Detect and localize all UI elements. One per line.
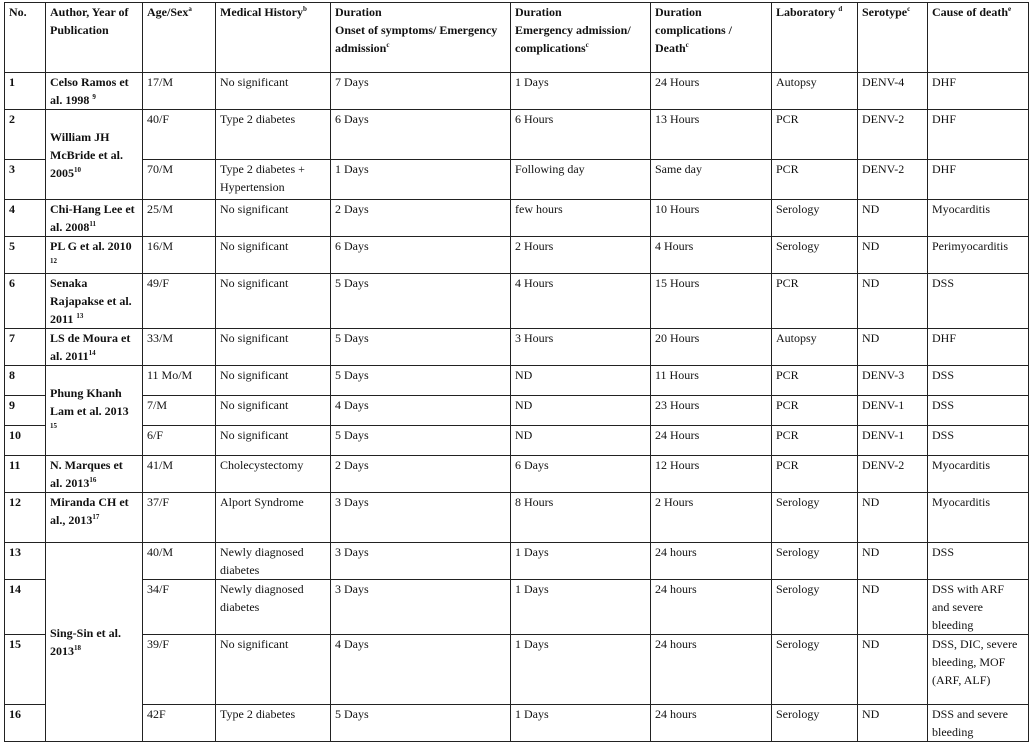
header-cause-of-death: Cause of death$^e$ — [928, 3, 1029, 73]
cell-age-sex: 49/F — [143, 274, 216, 329]
cell-age-sex: 7/M — [143, 396, 216, 426]
header-row — [5, 3, 1029, 73]
table-row — [5, 493, 1029, 543]
cell-serotype: ND — [858, 274, 928, 329]
cell-author: Miranda CH et al., 2013$^{17}$ — [46, 493, 143, 543]
cell-serotype: ND — [858, 237, 928, 274]
cell-cause: DSS with ARF and severe bleeding — [928, 580, 1029, 635]
cell-duration-death: 23 Hours — [651, 396, 772, 426]
cell-duration-admission: ND — [511, 426, 651, 456]
cell-author: William JH McBride et al. 2005$^{10}$ — [46, 110, 143, 200]
cell-laboratory: PCR — [772, 456, 858, 493]
cell-duration-onset: 4 Days — [331, 396, 511, 426]
cell-no: 16 — [5, 705, 46, 742]
cell-age-sex: 41/M — [143, 456, 216, 493]
cell-medical-history: No significant — [216, 73, 331, 110]
cell-laboratory: Serology — [772, 543, 858, 580]
cell-laboratory: PCR — [772, 110, 858, 160]
cell-age-sex: 16/M — [143, 237, 216, 274]
cell-no: 4 — [5, 200, 46, 237]
cell-no: 8 — [5, 366, 46, 396]
cell-duration-admission: few hours — [511, 200, 651, 237]
cell-medical-history: Cholecystectomy — [216, 456, 331, 493]
cell-cause: Perimyocarditis — [928, 237, 1029, 274]
header-no: No. — [5, 3, 46, 73]
cell-laboratory: PCR — [772, 160, 858, 200]
cell-cause: DSS and severe bleeding — [928, 705, 1029, 742]
cell-no: 14 — [5, 580, 46, 635]
cell-age-sex: 11 Mo/M — [143, 366, 216, 396]
cell-cause: DSS — [928, 366, 1029, 396]
cell-duration-onset: 2 Days — [331, 456, 511, 493]
cell-duration-admission: 1 Days — [511, 543, 651, 580]
cell-cause: DSS — [928, 426, 1029, 456]
cell-duration-death: 20 Hours — [651, 329, 772, 366]
cell-age-sex: 25/M — [143, 200, 216, 237]
table-row — [5, 543, 1029, 580]
cell-no: 1 — [5, 73, 46, 110]
cell-medical-history: Newly diagnosed diabetes — [216, 543, 331, 580]
cell-laboratory: PCR — [772, 274, 858, 329]
cell-no: 10 — [5, 426, 46, 456]
cell-age-sex: 42F — [143, 705, 216, 742]
cell-duration-death: 15 Hours — [651, 274, 772, 329]
cell-medical-history: Type 2 diabetes — [216, 705, 331, 742]
cell-duration-death: 24 hours — [651, 543, 772, 580]
cell-author: Chi-Hang Lee et al. 2008$^{11}$ — [46, 200, 143, 237]
cell-duration-onset: 5 Days — [331, 705, 511, 742]
cell-duration-admission: 8 Hours — [511, 493, 651, 543]
cell-author: LS de Moura et al. 2011$^{14}$ — [46, 329, 143, 366]
cell-duration-onset: 3 Days — [331, 493, 511, 543]
cell-serotype: DENV-3 — [858, 366, 928, 396]
cell-laboratory: PCR — [772, 366, 858, 396]
cell-no: 3 — [5, 160, 46, 200]
cell-duration-admission: 1 Days — [511, 705, 651, 742]
cell-duration-admission: ND — [511, 396, 651, 426]
table-row — [5, 237, 1029, 274]
cell-age-sex: 40/M — [143, 543, 216, 580]
cell-duration-admission: 3 Hours — [511, 329, 651, 366]
cell-age-sex: 34/F — [143, 580, 216, 635]
header-age-sex: Age/Sex$^a$ — [143, 3, 216, 73]
cell-no: 7 — [5, 329, 46, 366]
cell-medical-history: Type 2 diabetes + Hypertension — [216, 160, 331, 200]
cell-author: Sing-Sin et al. 2013$^{18}$ — [46, 543, 143, 742]
cell-author: Senaka Rajapakse et al. 2011 $^{13}$ — [46, 274, 143, 329]
header-laboratory: Laboratory $^d$ — [772, 3, 858, 73]
cell-duration-admission: 2 Hours — [511, 237, 651, 274]
cell-duration-admission: 1 Days — [511, 635, 651, 705]
cell-duration-admission: Following day — [511, 160, 651, 200]
cell-duration-onset: 6 Days — [331, 237, 511, 274]
cell-duration-death: 13 Hours — [651, 110, 772, 160]
table-row — [5, 456, 1029, 493]
cell-serotype: ND — [858, 329, 928, 366]
cell-duration-onset: 7 Days — [331, 73, 511, 110]
cell-duration-death: 11 Hours — [651, 366, 772, 396]
cell-duration-death: 2 Hours — [651, 493, 772, 543]
cell-age-sex: 70/M — [143, 160, 216, 200]
cell-medical-history: Alport Syndrome — [216, 493, 331, 543]
case-table — [4, 2, 1029, 742]
cell-duration-admission: 1 Days — [511, 73, 651, 110]
cell-serotype: ND — [858, 705, 928, 742]
cell-duration-onset: 5 Days — [331, 274, 511, 329]
cell-medical-history: Newly diagnosed diabetes — [216, 580, 331, 635]
cell-serotype: DENV-1 — [858, 396, 928, 426]
cell-cause: DHF — [928, 110, 1029, 160]
header-duration-admission: Duration Emergency admission/ complications$^c$ — [511, 3, 651, 73]
cell-cause: DSS — [928, 396, 1029, 426]
header-duration-death: Duration complications / Death$^c$ — [651, 3, 772, 73]
cell-duration-admission: 1 Days — [511, 580, 651, 635]
cell-duration-death: 24 hours — [651, 705, 772, 742]
cell-duration-death: 24 Hours — [651, 426, 772, 456]
header-medical-history: Medical History$^b$ — [216, 3, 331, 73]
cell-age-sex: 40/F — [143, 110, 216, 160]
cell-author: N. Marques et al. 2013$^{16}$ — [46, 456, 143, 493]
cell-laboratory: Autopsy — [772, 329, 858, 366]
table-row — [5, 705, 1029, 742]
cell-medical-history: No significant — [216, 274, 331, 329]
cell-cause: Myocarditis — [928, 493, 1029, 543]
cell-cause: DSS — [928, 543, 1029, 580]
cell-laboratory: PCR — [772, 426, 858, 456]
header-duration-onset: Duration Onset of symptoms/ Emergency admission$^c$ — [331, 3, 511, 73]
cell-duration-death: 4 Hours — [651, 237, 772, 274]
cell-duration-admission: 4 Hours — [511, 274, 651, 329]
cell-duration-death: 12 Hours — [651, 456, 772, 493]
cell-duration-death: 24 Hours — [651, 73, 772, 110]
cell-no: 11 — [5, 456, 46, 493]
table-row — [5, 110, 1029, 160]
cell-medical-history: No significant — [216, 366, 331, 396]
cell-serotype: ND — [858, 493, 928, 543]
cell-medical-history: No significant — [216, 237, 331, 274]
cell-cause: DSS, DIC, severe bleeding, MOF (ARF, ALF) — [928, 635, 1029, 705]
cell-age-sex: 39/F — [143, 635, 216, 705]
cell-duration-death: Same day — [651, 160, 772, 200]
header-serotype: Serotype$^c$ — [858, 3, 928, 73]
table-row — [5, 396, 1029, 426]
cell-laboratory: Serology — [772, 635, 858, 705]
cell-duration-onset: 5 Days — [331, 426, 511, 456]
cell-duration-onset: 3 Days — [331, 580, 511, 635]
table-row — [5, 635, 1029, 705]
cell-duration-death: 24 hours — [651, 580, 772, 635]
cell-serotype: ND — [858, 200, 928, 237]
table-body — [5, 73, 1029, 742]
header-author: Author, Year of Publication — [46, 3, 143, 73]
cell-no: 6 — [5, 274, 46, 329]
cell-no: 5 — [5, 237, 46, 274]
table-row — [5, 580, 1029, 635]
cell-medical-history: No significant — [216, 426, 331, 456]
table-page — [4, 2, 1028, 739]
cell-medical-history: No significant — [216, 329, 331, 366]
cell-serotype: ND — [858, 543, 928, 580]
cell-serotype: DENV-2 — [858, 456, 928, 493]
cell-medical-history: Type 2 diabetes — [216, 110, 331, 160]
cell-laboratory: Autopsy — [772, 73, 858, 110]
cell-duration-admission: 6 Days — [511, 456, 651, 493]
cell-laboratory: Serology — [772, 200, 858, 237]
cell-age-sex: 33/M — [143, 329, 216, 366]
cell-age-sex: 37/F — [143, 493, 216, 543]
table-row — [5, 329, 1029, 366]
cell-no: 12 — [5, 493, 46, 543]
table-row — [5, 274, 1029, 329]
cell-cause: DHF — [928, 160, 1029, 200]
cell-laboratory: Serology — [772, 705, 858, 742]
cell-serotype: ND — [858, 580, 928, 635]
cell-no: 15 — [5, 635, 46, 705]
cell-duration-admission: 6 Hours — [511, 110, 651, 160]
cell-author: Phung Khanh Lam et al. 2013 $^{15}$ — [46, 366, 143, 456]
cell-no: 9 — [5, 396, 46, 426]
cell-laboratory: Serology — [772, 237, 858, 274]
cell-serotype: ND — [858, 635, 928, 705]
cell-duration-onset: 1 Days — [331, 160, 511, 200]
cell-cause: DHF — [928, 329, 1029, 366]
cell-no: 13 — [5, 543, 46, 580]
cell-medical-history: No significant — [216, 635, 331, 705]
cell-cause: Myocarditis — [928, 456, 1029, 493]
cell-medical-history: No significant — [216, 396, 331, 426]
cell-age-sex: 17/M — [143, 73, 216, 110]
cell-author: PL G et al. 2010 $^{12}$ — [46, 237, 143, 274]
cell-cause: DSS — [928, 274, 1029, 329]
cell-medical-history: No significant — [216, 200, 331, 237]
cell-duration-onset: 3 Days — [331, 543, 511, 580]
cell-duration-death: 24 hours — [651, 635, 772, 705]
cell-laboratory: Serology — [772, 580, 858, 635]
table-row — [5, 200, 1029, 237]
cell-serotype: DENV-2 — [858, 110, 928, 160]
cell-cause: Myocarditis — [928, 200, 1029, 237]
cell-serotype: DENV-1 — [858, 426, 928, 456]
cell-cause: DHF — [928, 73, 1029, 110]
cell-no: 2 — [5, 110, 46, 160]
cell-duration-onset: 6 Days — [331, 110, 511, 160]
cell-duration-onset: 5 Days — [331, 366, 511, 396]
cell-duration-death: 10 Hours — [651, 200, 772, 237]
cell-author: Celso Ramos et al. 1998 $^9$ — [46, 73, 143, 110]
cell-laboratory: Serology — [772, 493, 858, 543]
table-row — [5, 426, 1029, 456]
cell-age-sex: 6/F — [143, 426, 216, 456]
table-row — [5, 73, 1029, 110]
table-row — [5, 366, 1029, 396]
cell-serotype: DENV-2 — [858, 160, 928, 200]
table-row — [5, 160, 1029, 200]
cell-duration-admission: ND — [511, 366, 651, 396]
cell-duration-onset: 5 Days — [331, 329, 511, 366]
cell-duration-onset: 2 Days — [331, 200, 511, 237]
cell-duration-onset: 4 Days — [331, 635, 511, 705]
cell-laboratory: PCR — [772, 396, 858, 426]
cell-serotype: DENV-4 — [858, 73, 928, 110]
